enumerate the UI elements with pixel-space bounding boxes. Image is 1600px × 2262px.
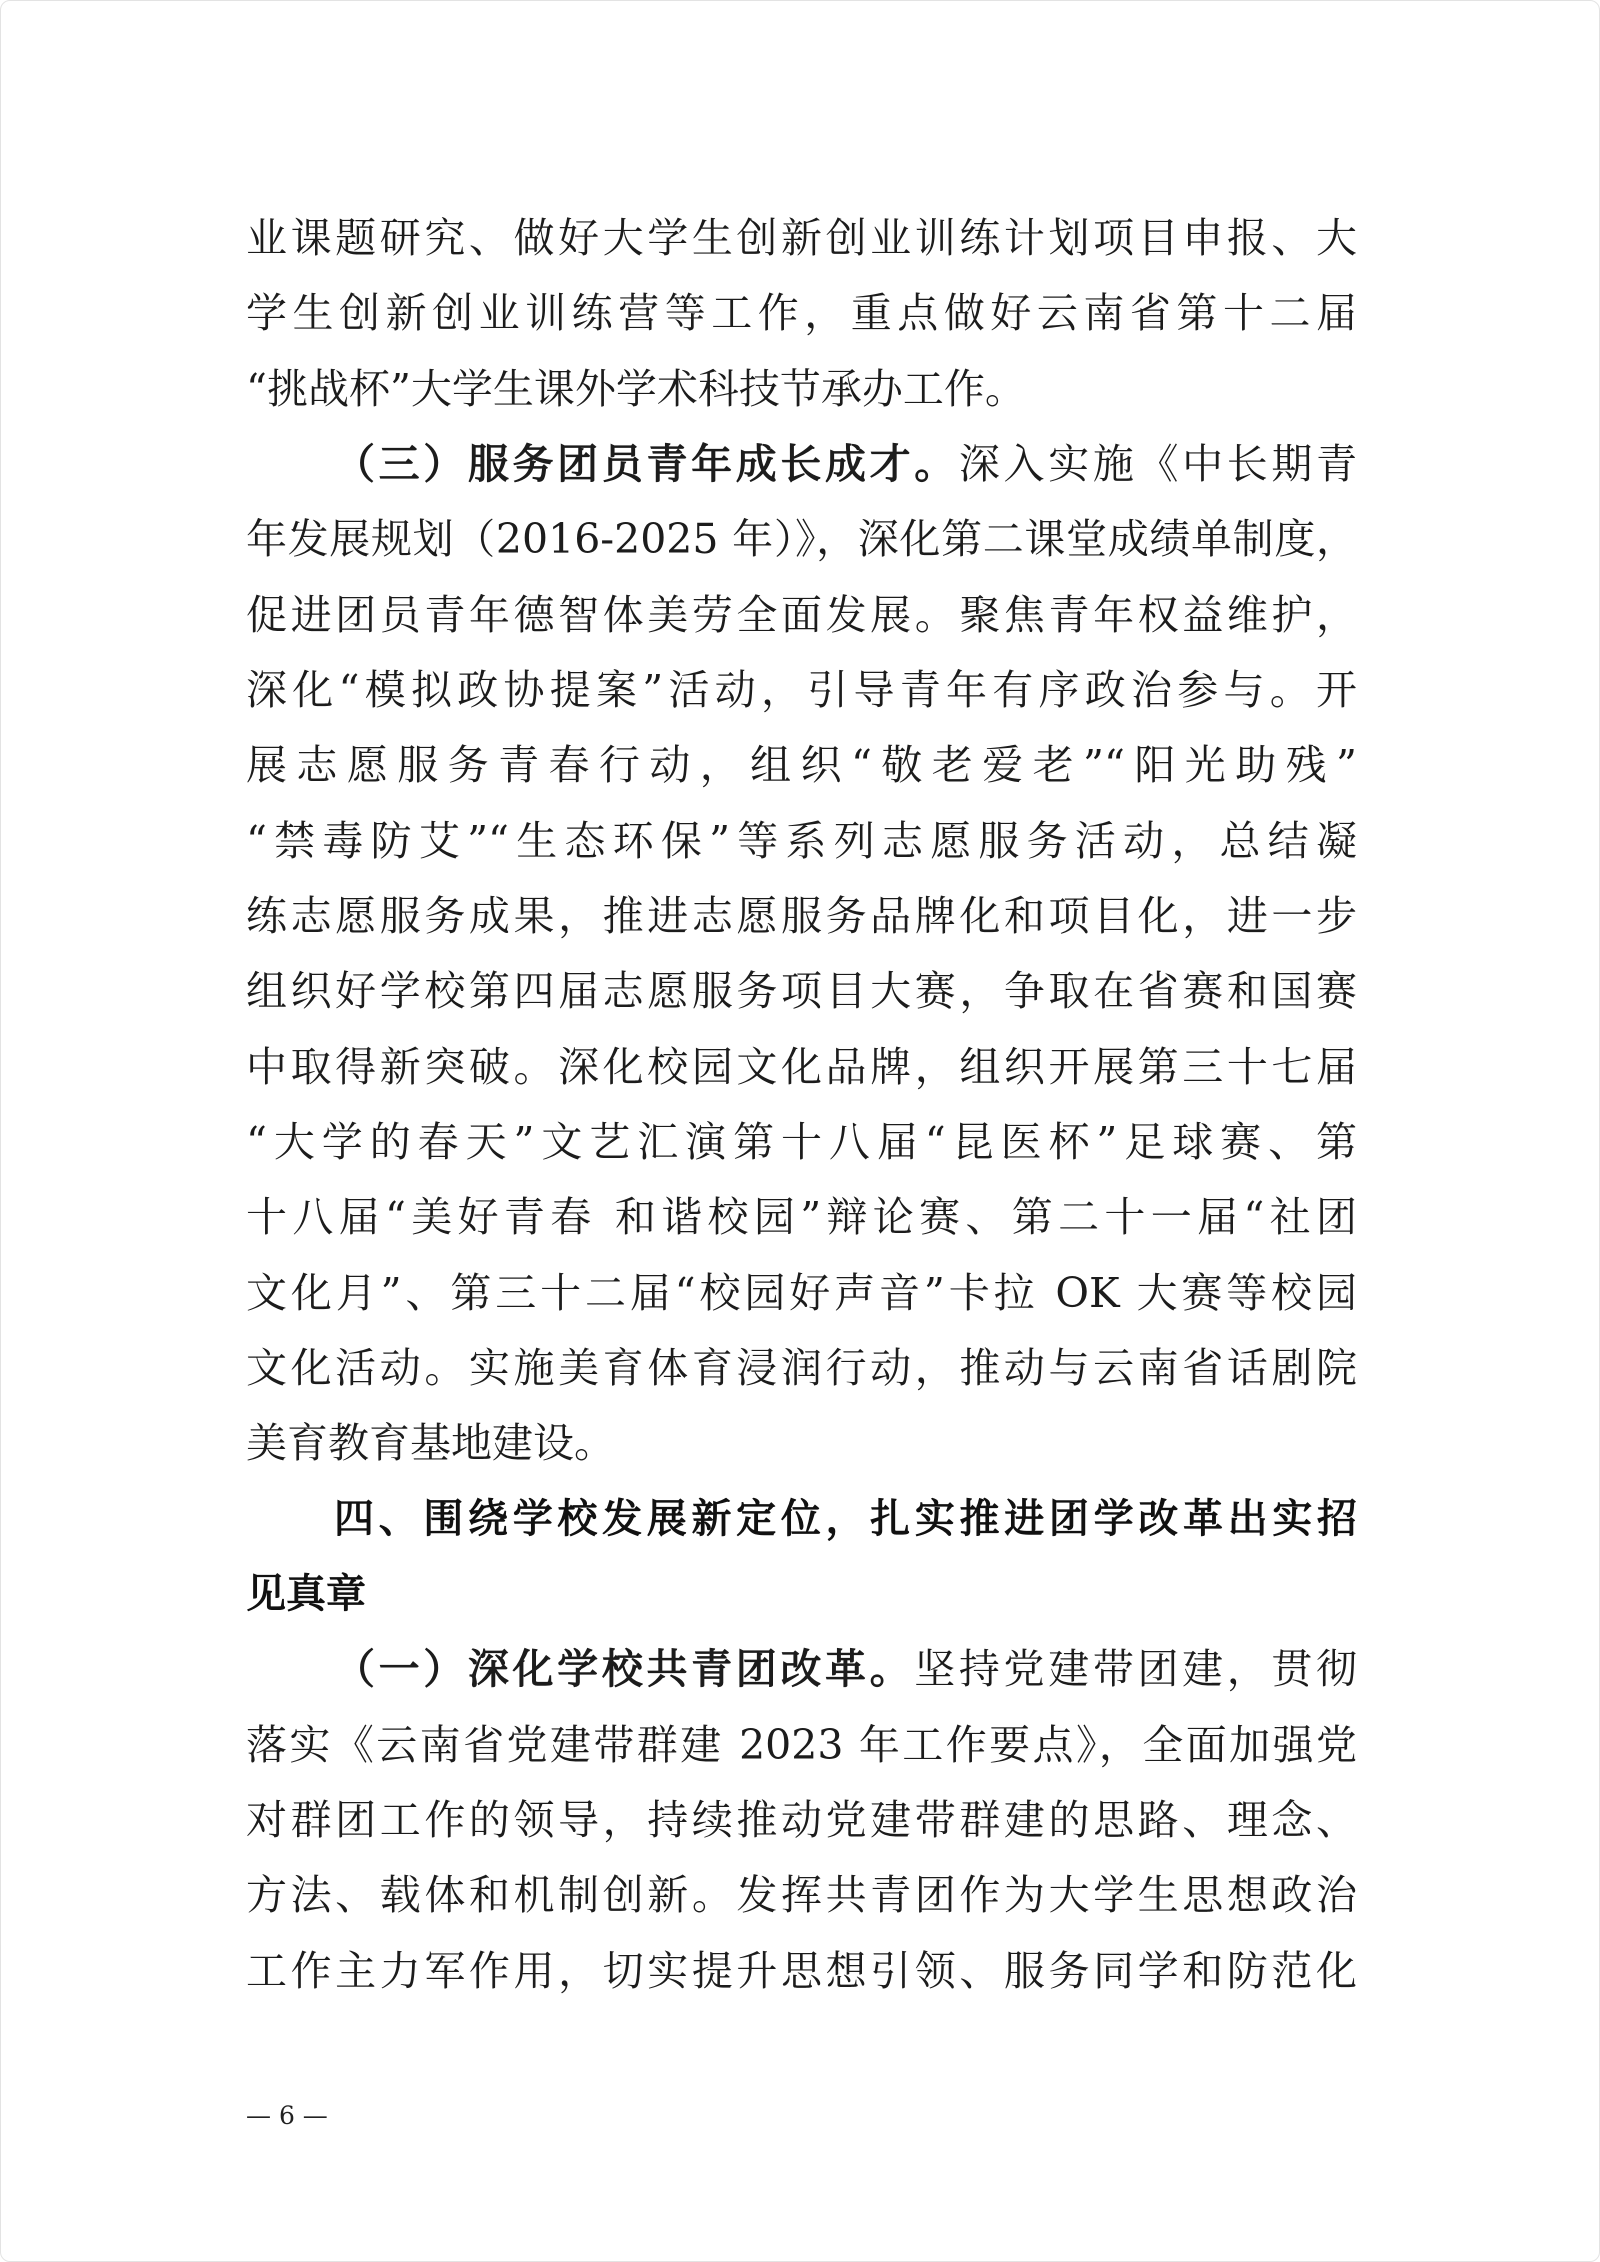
text-line: 文化活动。实施美育体育浸润行动，推动与云南省话剧院 <box>246 1343 1357 1392</box>
text-line: 学生创新创业训练营等工作，重点做好云南省第十二届 <box>246 289 1357 338</box>
text-line: 十八届“美好青春 和谐校园”辩论赛、第二十一届“社团 <box>246 1193 1357 1242</box>
text-line: 中取得新突破。深化校园文化品牌，组织开展第三十七届 <box>246 1042 1357 1091</box>
text-line: 年发展规划（2016-2025 年）》，深化第二课堂成绩单制度， <box>246 515 1357 564</box>
paragraph <box>246 1632 1357 2009</box>
text-line: 组织好学校第四届志愿服务项目大赛，争取在省赛和国赛 <box>246 967 1357 1016</box>
text-line <box>246 427 1357 502</box>
text-line: 深化“模拟政协提案”活动，引导青年有序政治参与。开 <box>246 665 1357 714</box>
text-line: 练志愿服务成果，推进志愿服务品牌化和项目化，进一步 <box>246 891 1357 940</box>
text-line: 工作主力军作用，切实提升思想引领、服务同学和防范化 <box>246 1946 1357 1995</box>
text-line: 业课题研究、做好大学生创新创业训练计划项目申报、大 <box>246 214 1357 262</box>
text-line: 展志愿服务青春行动，组织“敬老爱老”“阳光助残” <box>246 741 1357 790</box>
text-line <box>246 1632 1357 1707</box>
section-lead: （一）深化学校共青团改革。 <box>334 1645 915 1694</box>
text-line: “禁毒防艾”“生态环保”等系列志愿服务活动，总结凝 <box>246 816 1357 865</box>
paragraph <box>246 201 1357 427</box>
text-line: “大学的春天”文艺汇演第十八届“昆医杯”足球赛、第 <box>246 1117 1357 1166</box>
section-lead: （三）服务团员青年成长成才。 <box>334 439 959 488</box>
text-line: 美育教育基地建设。 <box>246 1419 615 1468</box>
document-body <box>246 201 1357 2009</box>
text-line: 落实《云南省党建带群建 2023 年工作要点》，全面加强党 <box>246 1720 1357 1769</box>
text-line-rest: 坚持党建带团建，贯彻 <box>914 1645 1358 1694</box>
text-line-rest: 深入实施《中长期青 <box>958 439 1358 488</box>
page-number: — 6 — <box>246 2101 328 2130</box>
text-line: “挑战杯”大学生课外学术科技节承办工作。 <box>246 364 1026 413</box>
text-line: 促进团员青年德智体美劳全面发展。聚焦青年权益维护， <box>246 590 1357 639</box>
text-line: 方法、载体和机制创新。发挥共青团作为大学生思想政治 <box>246 1871 1357 1920</box>
text-line: 对群团工作的领导，持续推动党建带群建的思路、理念、 <box>246 1795 1357 1844</box>
paragraph <box>246 427 1357 1482</box>
section-heading-line: 见真章 <box>246 1570 366 1617</box>
section-heading-line: 四、围绕学校发展新定位，扎实推进团学改革出实招 <box>334 1495 1357 1542</box>
text-line: 文化月”、第三十二届“校园好声音”卡拉 OK 大赛等校园 <box>246 1268 1357 1317</box>
section-heading <box>246 1482 1357 1633</box>
